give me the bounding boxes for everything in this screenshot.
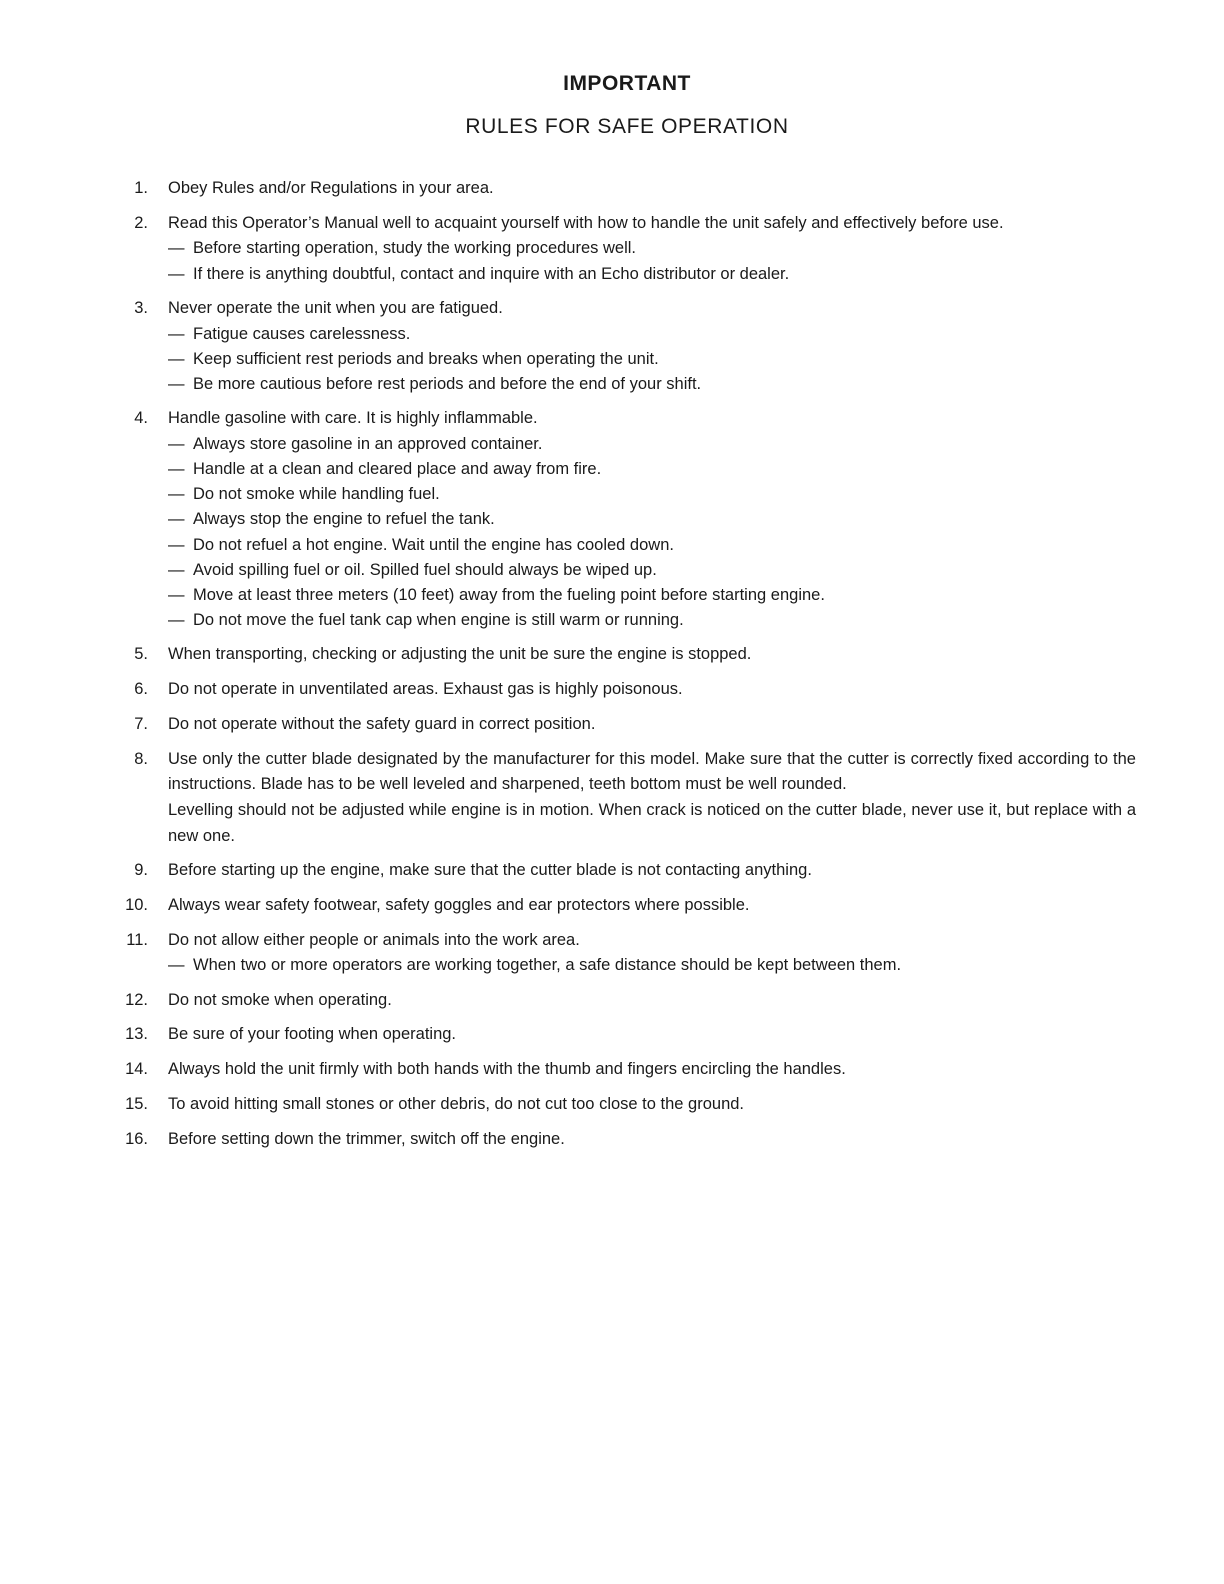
rule-text: Never operate the unit when you are fatigued.: [168, 298, 503, 317]
rule-body: [168, 211, 1136, 287]
rule-item: [0, 928, 1224, 979]
rule-body: [168, 893, 1136, 919]
rule-number: 11.: [126, 930, 148, 949]
rule-number: 8.: [134, 749, 148, 768]
dash-bullet-icon: —: [168, 586, 185, 605]
rule-item: [0, 1057, 1224, 1083]
rule-body: [168, 176, 1136, 202]
rule-item: [0, 677, 1224, 703]
rule-text: Before setting down the trimmer, switch off the engine.: [168, 1129, 565, 1148]
rule-item: [0, 712, 1224, 738]
rule-subpoint-text: Handle at a clean and cleared place and away from fire.: [193, 460, 602, 479]
page-title: IMPORTANT: [563, 72, 691, 95]
rule-text: To avoid hitting small stones or other debris, do not cut too close to the ground.: [168, 1094, 745, 1113]
rule-number: 5.: [134, 645, 148, 664]
rule-number: 10.: [125, 896, 148, 915]
rule-subpoint-text: Always store gasoline in an approved container.: [193, 434, 543, 453]
rule-subpoints: [168, 432, 1136, 634]
rule-subpoint: [168, 533, 1136, 558]
rule-subpoint: [168, 507, 1136, 532]
rule-number: 1.: [134, 179, 148, 197]
dash-bullet-icon: —: [168, 239, 185, 258]
rule-body: [168, 677, 1136, 703]
safety-rules-list: [0, 176, 1224, 1161]
rule-text: Read this Operator’s Manual well to acquaint yourself with how to handle the unit safely and effectively before use.: [168, 213, 1004, 232]
rule-item: [0, 406, 1224, 633]
rule-subpoint: [168, 236, 1136, 261]
rule-subpoint: [168, 322, 1136, 347]
rule-item: [0, 176, 1224, 202]
rule-body: [168, 1127, 1136, 1153]
rule-subpoint: [168, 583, 1136, 608]
rule-subpoint-text: Move at least three meters (10 feet) away from the fueling point before starting engine.: [193, 586, 825, 605]
rule-item: [0, 1092, 1224, 1118]
rule-number: 14.: [125, 1060, 148, 1079]
rule-subpoint-text: When two or more operators are working together, a safe distance should be kept between them.: [193, 956, 902, 975]
rule-text: Handle gasoline with care. It is highly inflammable.: [168, 409, 538, 428]
rule-subpoint: [168, 432, 1136, 457]
rule-subpoint-text: Do not smoke while handling fuel.: [193, 485, 440, 504]
rule-text: Always hold the unit firmly with both hands with the thumb and fingers encircling the handles.: [168, 1060, 846, 1079]
rule-item: [0, 988, 1224, 1014]
rule-text: Do not operate in unventilated areas. Exhaust gas is highly poisonous.: [168, 680, 683, 699]
dash-bullet-icon: —: [168, 510, 185, 529]
rule-subpoints: [168, 322, 1136, 398]
rule-subpoints: [168, 953, 1136, 978]
rule-number: 16.: [125, 1129, 148, 1148]
rule-subpoint: [168, 608, 1136, 633]
rule-body: [168, 747, 1136, 850]
rule-number: 13.: [125, 1025, 148, 1044]
rule-subpoint-text: Avoid spilling fuel or oil. Spilled fuel should always be wiped up.: [193, 560, 657, 579]
dash-bullet-icon: —: [168, 349, 185, 368]
rule-text: Be sure of your footing when operating.: [168, 1025, 457, 1044]
rule-body: [168, 296, 1136, 397]
rule-body: [168, 1022, 1136, 1048]
rule-body: [168, 712, 1136, 738]
rule-text: When transporting, checking or adjusting the unit be sure the engine is stopped.: [168, 645, 752, 664]
rule-text: Always wear safety footwear, safety goggles and ear protectors where possible.: [168, 896, 750, 915]
rule-item: [0, 296, 1224, 397]
rule-text: Use only the cutter blade designated by the manufacturer for this model. Make sure that the cutter is correctly fixed according to the instructions. Blade has to be well leveled and sharpened, teeth bottom must be well rounded.: [168, 749, 1136, 794]
rule-subpoint: [168, 482, 1136, 507]
rule-subpoint: [168, 372, 1136, 397]
rule-text: Do not allow either people or animals into the work area.: [168, 930, 580, 949]
rule-subpoint: [168, 558, 1136, 583]
dash-bullet-icon: —: [168, 535, 185, 554]
rule-text: Do not smoke when operating.: [168, 990, 392, 1009]
rule-subpoint: [168, 457, 1136, 482]
rule-body: [168, 642, 1136, 668]
rule-subpoint-text: Before starting operation, study the working procedures well.: [193, 239, 636, 258]
rule-number: 2.: [134, 213, 148, 232]
rule-text: Before starting up the engine, make sure that the cutter blade is not contacting anything.: [168, 861, 812, 880]
dash-bullet-icon: —: [168, 956, 185, 975]
rule-body: [168, 1057, 1136, 1083]
rule-body: [168, 988, 1136, 1014]
rule-item: [0, 642, 1224, 668]
rule-subpoint-text: Be more cautious before rest periods and before the end of your shift.: [193, 374, 702, 393]
rule-subpoint-text: Always stop the engine to refuel the tank.: [193, 510, 495, 529]
rule-subpoint-text: Do not move the fuel tank cap when engine is still warm or running.: [193, 611, 684, 630]
rule-number: 3.: [134, 298, 148, 317]
rule-number: 7.: [134, 714, 148, 733]
rule-text: Obey Rules and/or Regulations in your area.: [168, 179, 494, 197]
rule-number: 12.: [125, 990, 148, 1009]
dash-bullet-icon: —: [168, 560, 185, 579]
rule-text: Do not operate without the safety guard in correct position.: [168, 714, 596, 733]
page-subtitle: RULES FOR SAFE OPERATION: [465, 115, 789, 138]
rule-number: 15.: [125, 1094, 148, 1113]
rule-subpoint: [168, 953, 1136, 978]
rule-body: [168, 406, 1136, 633]
rule-item: [0, 858, 1224, 884]
rule-subpoint: [168, 262, 1136, 287]
rule-subpoint-text: Fatigue causes carelessness.: [193, 324, 411, 343]
rule-text-continued: Levelling should not be adjusted while engine is in motion. When crack is noticed on the cutter blade, never use it, but replace with a new one.: [168, 800, 1136, 845]
dash-bullet-icon: —: [168, 460, 185, 479]
rule-subpoint-text: Keep sufficient rest periods and breaks when operating the unit.: [193, 349, 659, 368]
dash-bullet-icon: —: [168, 485, 185, 504]
dash-bullet-icon: —: [168, 374, 185, 393]
rule-subpoint-text: Do not refuel a hot engine. Wait until the engine has cooled down.: [193, 535, 674, 554]
dash-bullet-icon: —: [168, 611, 185, 630]
rule-item: [0, 747, 1224, 850]
rule-number: 4.: [134, 409, 148, 428]
rule-item: [0, 1127, 1224, 1153]
dash-bullet-icon: —: [168, 434, 185, 453]
rule-body: [168, 1092, 1136, 1118]
rule-item: [0, 893, 1224, 919]
rule-subpoint: [168, 347, 1136, 372]
rule-body: [168, 928, 1136, 979]
rule-subpoint-text: If there is anything doubtful, contact and inquire with an Echo distributor or dealer.: [193, 264, 790, 283]
rule-subpoints: [168, 236, 1136, 286]
rule-item: [0, 211, 1224, 287]
rule-number: 6.: [134, 680, 148, 699]
dash-bullet-icon: —: [168, 264, 185, 283]
rule-item: [0, 1022, 1224, 1048]
dash-bullet-icon: —: [168, 324, 185, 343]
rule-body: [168, 858, 1136, 884]
rule-number: 9.: [134, 861, 148, 880]
